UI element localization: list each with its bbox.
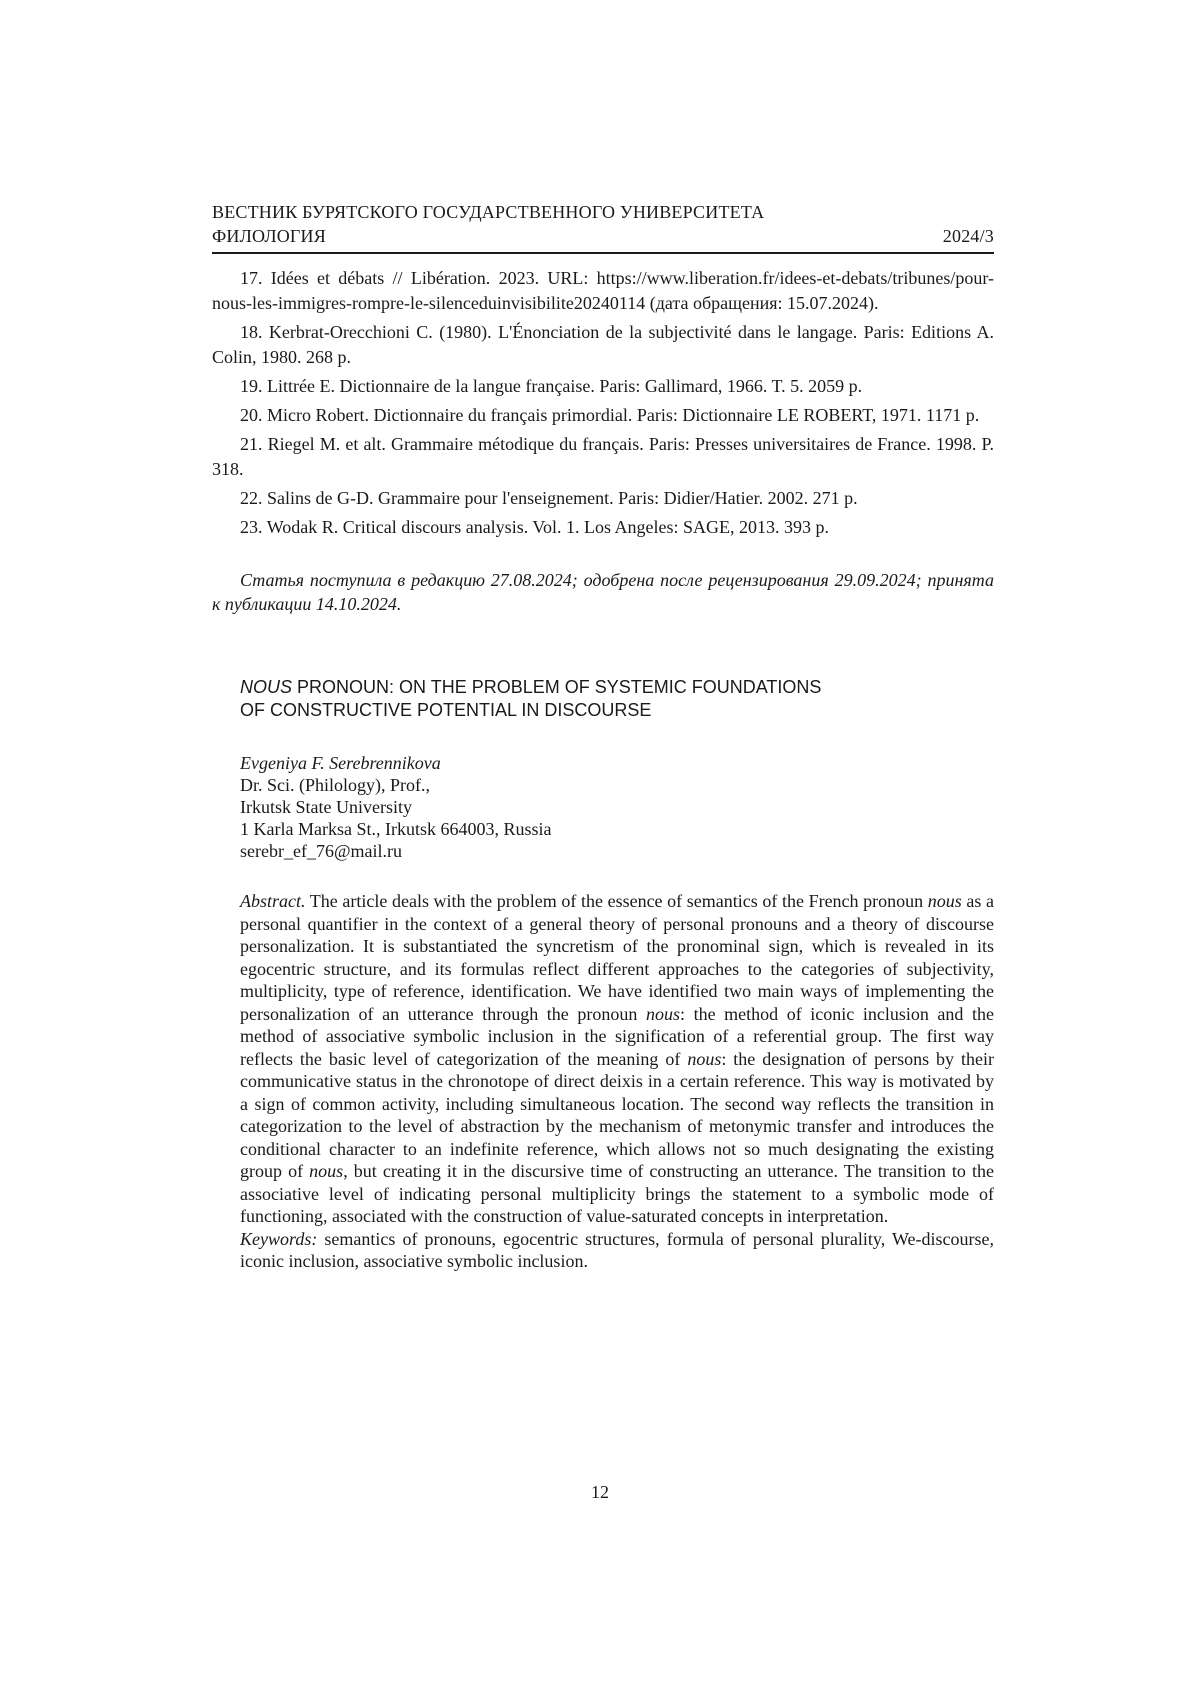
reference-item: 21. Riegel M. et alt. Grammaire métodique du français. Paris: Presses universitaires de France. 1998. P. 318. bbox=[212, 432, 994, 482]
header-row bbox=[212, 224, 994, 248]
article-title: NOUS PRONOUN: ON THE PROBLEM OF SYSTEMIC FOUNDATIONS OF CONSTRUCTIVE POTENTIAL IN DISCOURSE bbox=[240, 676, 994, 722]
journal-title: ВЕСТНИК БУРЯТСКОГО ГОСУДАРСТВЕННОГО УНИВЕРСИТЕТА bbox=[212, 200, 994, 224]
author-affiliation: Irkutsk State University bbox=[240, 796, 994, 818]
author-address: 1 Karla Marksa St., Irkutsk 664003, Russia bbox=[240, 818, 994, 840]
author-block bbox=[240, 752, 994, 862]
keywords-label: Keywords: bbox=[240, 1229, 317, 1249]
keywords: Keywords: semantics of pronouns, egocentric structures, formula of personal plurality, We-discourse, iconic inclusion, associative symbolic inclusion. bbox=[240, 1228, 994, 1273]
abstract: Abstract. The article deals with the problem of the essence of semantics of the French pronoun nous as a personal quantifier in the context of a general theory of personal pronouns and a theory of discourse personalization. It is substantiated the syncretism of the pronominal sign, which is revealed in its egocentric structure, and its formulas reflect different approaches to the categories of subjectivity, multiplicity, type of reference, identification. We have identified two main ways of implementing the personalization of an utterance through the pronoun nous: the method of iconic inclusion and the method of associative symbolic inclusion in the signification of a referential group. The first way reflects the basic level of categorization of the meaning of nous: the designation of persons by their communicative status in the chronotope of direct deixis in a certain reference. This way is motivated by a sign of common activity, including simultaneous location. The second way reflects the transition in categorization to the level of abstraction by the mechanism of metonymic transfer and introduces the conditional character to an indefinite reference, which allows not so much designating the existing group of nous, but creating it in the discursive time of constructing an utterance. The transition to the associative level of indicating personal multiplicity brings the statement to a symbolic mode of functioning, associated with the construction of value-saturated concepts in interpretation. bbox=[240, 890, 994, 1228]
page bbox=[212, 200, 994, 1273]
reference-item: 22. Salins de G-D. Grammaire pour l'enseignement. Paris: Didier/Hatier. 2002. 271 p. bbox=[212, 486, 994, 511]
reference-item: 17. Idées et débats // Libération. 2023. URL: https://www.liberation.fr/idees-et-debats/tribunes/pour-nous-les-immigres-rompre-le-silenceduinvisibilite20240114 (дата обращения: 15.07.2024). bbox=[212, 266, 994, 316]
header-rule bbox=[212, 252, 994, 254]
running-header bbox=[212, 200, 994, 248]
issue-number: 2024/3 bbox=[943, 224, 994, 248]
english-summary bbox=[240, 676, 994, 1273]
submission-note: Статья поступила в редакцию 27.08.2024; одобрена после рецензирования 29.09.2024; принята к публикации 14.10.2024. bbox=[212, 568, 994, 616]
title-italic-word: NOUS bbox=[240, 677, 292, 697]
author-email: serebr_ef_76@mail.ru bbox=[240, 840, 994, 862]
reference-item: 18. Kerbrat-Orecchioni C. (1980). L'Énonciation de la subjectivité dans le langage. Paris: Editions A. Colin, 1980. 268 p. bbox=[212, 320, 994, 370]
author-name: Evgeniya F. Serebrennikova bbox=[240, 752, 994, 774]
author-degree: Dr. Sci. (Philology), Prof., bbox=[240, 774, 994, 796]
reference-list bbox=[212, 266, 994, 540]
reference-item: 20. Micro Robert. Dictionnaire du français primordial. Paris: Dictionnaire LE ROBERT, 1971. 1171 p. bbox=[212, 403, 994, 428]
page-number: 12 bbox=[0, 1482, 1200, 1503]
section-name: ФИЛОЛОГИЯ bbox=[212, 224, 326, 248]
reference-item: 19. Littrée E. Dictionnaire de la langue française. Paris: Gallimard, 1966. T. 5. 2059 p. bbox=[212, 374, 994, 399]
abstract-label: Abstract. bbox=[240, 891, 306, 911]
reference-item: 23. Wodak R. Critical discours analysis. Vol. 1. Los Angeles: SAGE, 2013. 393 p. bbox=[212, 515, 994, 540]
